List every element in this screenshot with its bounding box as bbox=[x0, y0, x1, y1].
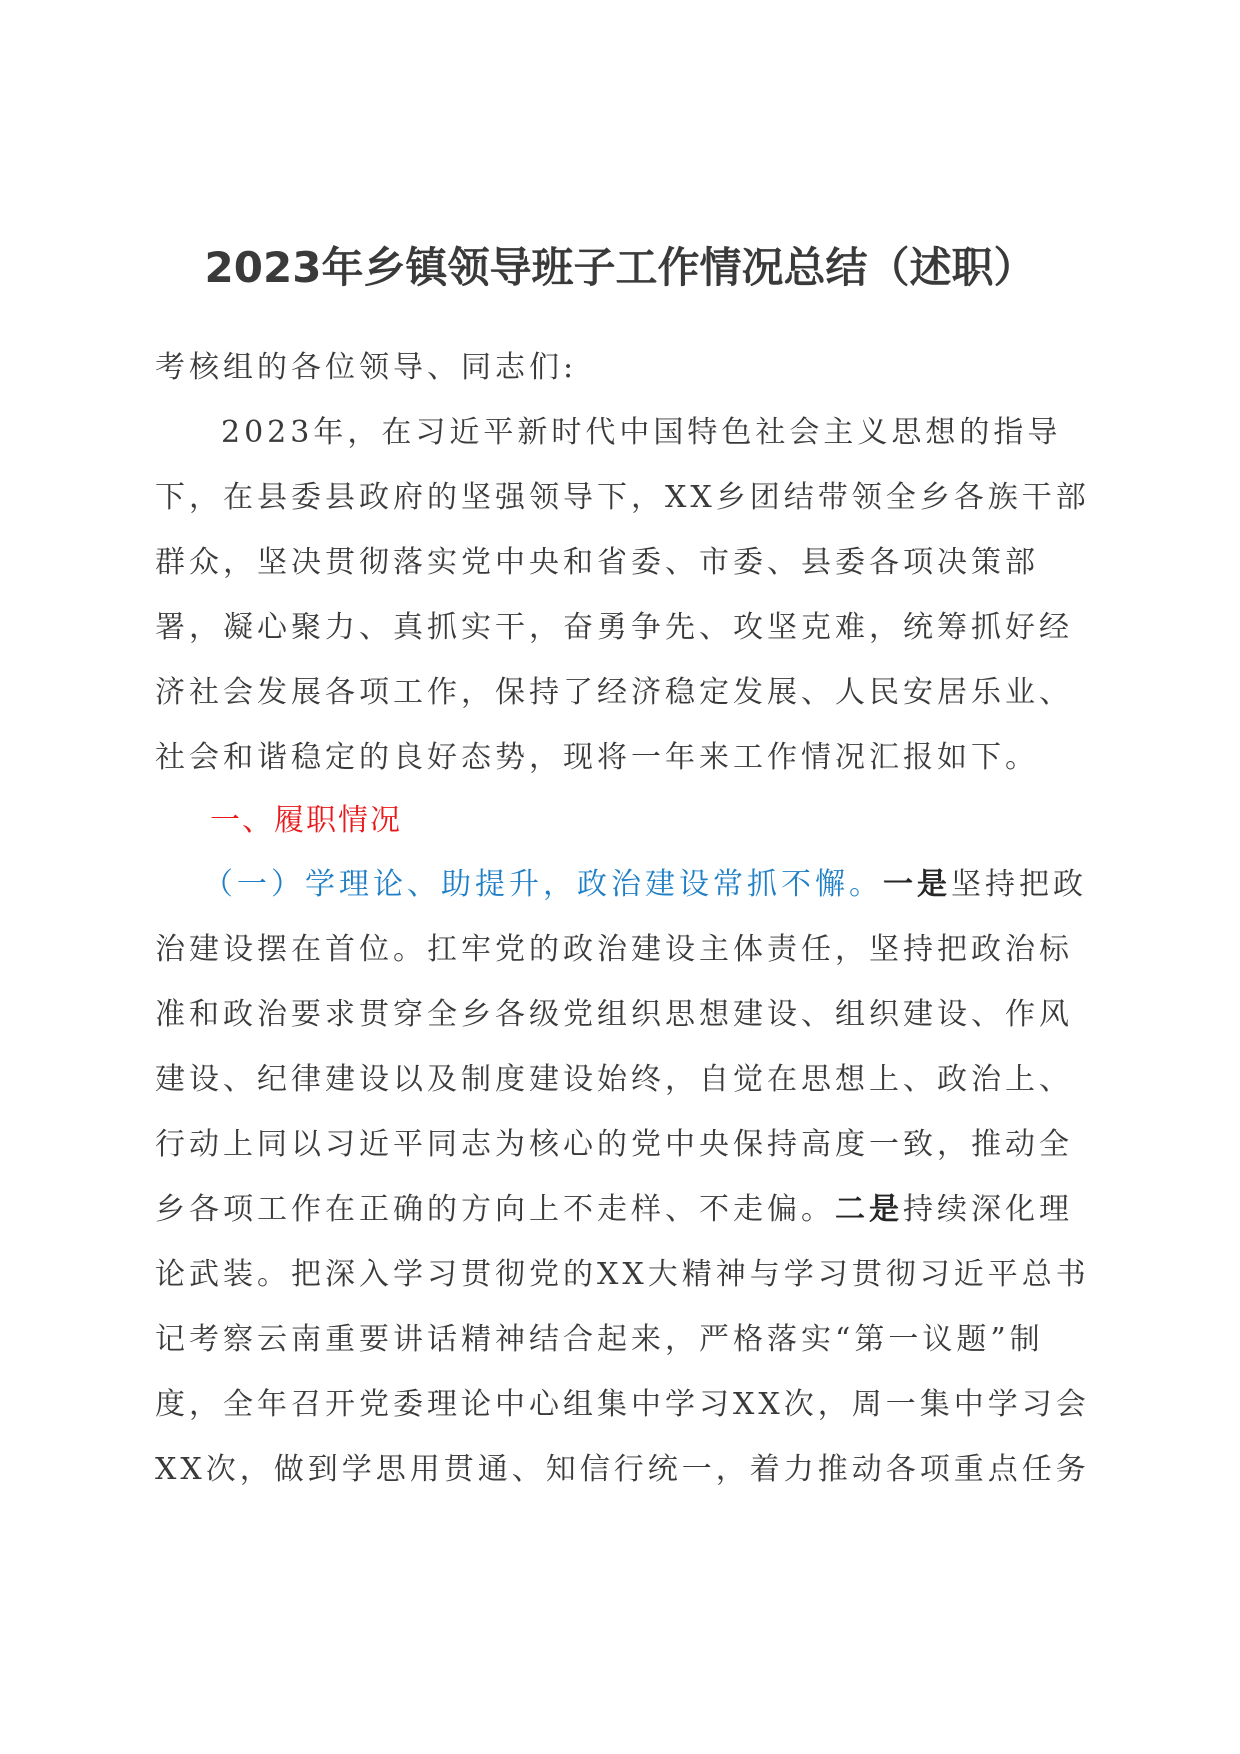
section-heading-1: 一、履职情况 bbox=[210, 803, 402, 838]
document-title: 2023年乡镇领导班子工作情况总结（述职） bbox=[204, 243, 1036, 292]
point-1-text: 坚持把政治建设摆在首位。扛牢党的政治建设主体责任，坚持把政治标准和政治要求贯穿全乡各级党组织思想建设、组织建设、作风建设、纪律建设以及制度建设始终，自觉在思想上、政治上、行动上同以习近平同志为核心的党中央保持高度一致，推动全乡各项工作在正确的方向上不走样、不走偏。 bbox=[155, 867, 1087, 1227]
point-1-label: 一是 bbox=[883, 867, 951, 902]
intro-paragraph: 2023年，在习近平新时代中国特色社会主义思想的指导下，在县委县政府的坚强领导下，XX乡团结带领全乡各族干部群众，坚决贯彻落实党中央和省委、市委、县委各项决策部署，凝心聚力、真抓实干，奋勇争先、攻坚克难，统筹抓好经济社会发展各项工作，保持了经济稳定发展、人民安居乐业、社会和谐稳定的良好态势，现将一年来工作情况汇报如下。 bbox=[155, 415, 1090, 775]
salutation: 考核组的各位领导、同志们: bbox=[155, 350, 578, 385]
point-2-label: 二是 bbox=[835, 1192, 903, 1227]
point-2-text: 持续深化理论武装。把深入学习贯彻党的XX大精神与学习贯彻习近平总书记考察云南重要讲话精神结合起来，严格落实“第一议题”制度，全年召开党委理论中心组集中学习XX次，周一集中学习会XX次，做到学思用贯通、知信行统一，着力推动各项重点任务 bbox=[155, 1192, 1090, 1487]
subsection-paragraph-1 bbox=[155, 852, 1090, 1502]
subsection-heading-1: （一）学理论、助提升，政治建设常抓不懈。 bbox=[203, 867, 883, 902]
